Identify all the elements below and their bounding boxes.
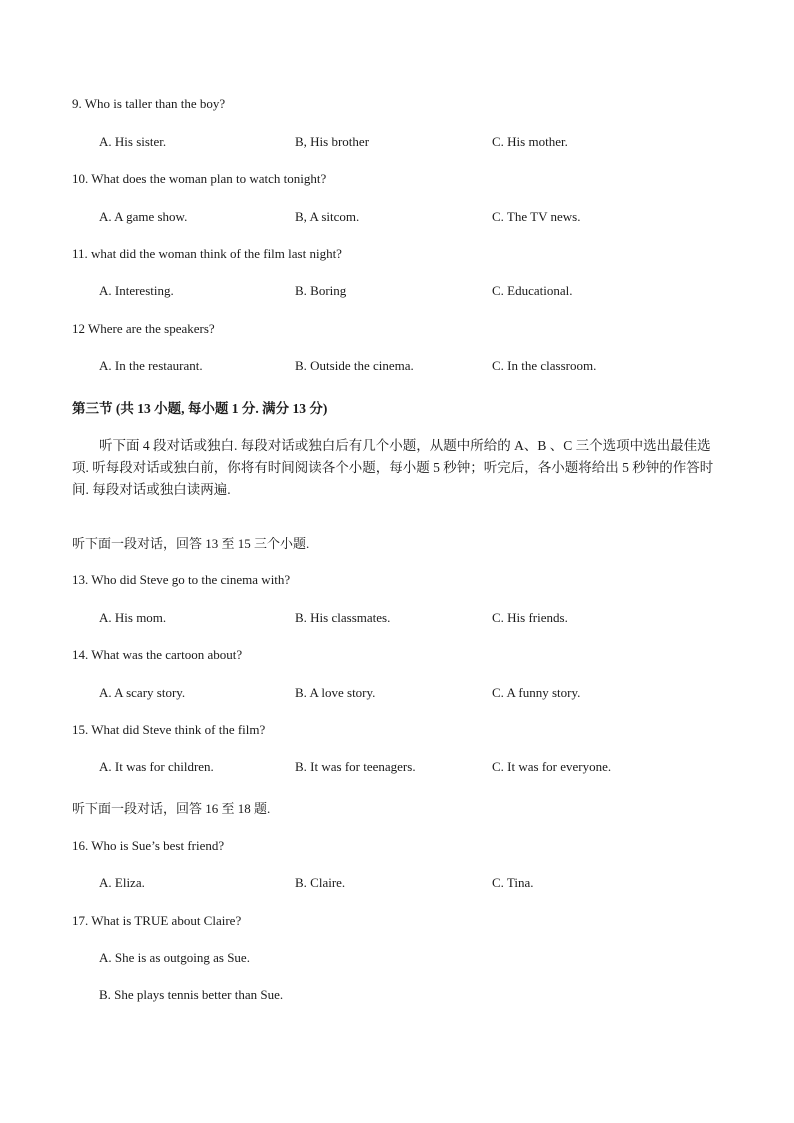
question-15-options (99, 759, 739, 777)
question-17-option-b: B. She plays tennis better than Sue. (99, 987, 284, 1002)
question-13-options (99, 610, 739, 628)
dialogue-2-instruction: 听下面一段对话，回答 16 至 18 题. (72, 801, 271, 816)
question-10-option-b: B, A sitcom. (295, 209, 360, 224)
question-12-options (99, 358, 739, 376)
question-14-options (99, 685, 739, 703)
question-9-option-c: C. His mother. (492, 134, 568, 149)
question-15-option-c: C. It was for everyone. (492, 759, 612, 774)
question-15-stem: 15. What did Steve think of the film? (72, 722, 266, 737)
question-12-option-a: A. In the restaurant. (99, 358, 203, 373)
question-14-stem: 14. What was the cartoon about? (72, 647, 243, 662)
question-13-stem: 13. Who did Steve go to the cinema with? (72, 572, 291, 587)
question-17-stem: 17. What is TRUE about Claire? (72, 913, 242, 928)
question-10-option-c: C. The TV news. (492, 209, 581, 224)
question-10-stem: 10. What does the woman plan to watch tonight? (72, 171, 327, 186)
question-16-option-c: C. Tina. (492, 875, 534, 890)
question-9-stem: 9. Who is taller than the boy? (72, 96, 226, 111)
question-13-option-c: C. His friends. (492, 610, 568, 625)
question-9-option-b: B, His brother (295, 134, 370, 149)
question-11-option-c: C. Educational. (492, 283, 573, 298)
question-16-options (99, 875, 739, 893)
question-17-option-a: A. She is as outgoing as Sue. (99, 950, 250, 965)
question-15-option-a: A. It was for children. (99, 759, 214, 774)
question-13-option-b: B. His classmates. (295, 610, 391, 625)
question-11-stem: 11. what did the woman think of the film last night? (72, 246, 342, 261)
question-13-option-a: A. His mom. (99, 610, 167, 625)
question-10-option-a: A. A game show. (99, 209, 188, 224)
question-12-option-c: C. In the classroom. (492, 358, 597, 373)
question-11-option-a: A. Interesting. (99, 283, 174, 298)
question-16-stem: 16. Who is Sue’s best friend? (72, 838, 225, 853)
question-11-option-b: B. Boring (295, 283, 347, 298)
section-3-instructions: 听下面 4 段对话或独白. 每段对话或独白后有几个小题，从题中所给的 A、B 、C 三个选项中选出最佳选项. 听每段对话或独白前，你将有时间阅读各个小题，每小题 5 秒钟；听完后，各小题将给出 5 秒钟的作答时间. 每段对话或独白读两遍. (72, 438, 714, 497)
section-3-title: 第三节 (共 13 小题, 每小题 1 分. 满分 13 分) (72, 401, 328, 416)
question-11-options (99, 283, 739, 301)
question-16-option-a: A. Eliza. (99, 875, 145, 890)
question-16-option-b: B. Claire. (295, 875, 346, 890)
question-15-option-b: B. It was for teenagers. (295, 759, 416, 774)
question-14-option-c: C. A funny story. (492, 685, 581, 700)
question-12-stem: 12 Where are the speakers? (72, 321, 215, 336)
question-14-option-a: A. A scary story. (99, 685, 186, 700)
question-9-option-a: A. His sister. (99, 134, 167, 149)
question-9-options (99, 134, 739, 152)
question-10-options (99, 209, 739, 227)
dialogue-1-instruction: 听下面一段对话，回答 13 至 15 三个小题. (72, 536, 310, 551)
question-14-option-b: B. A love story. (295, 685, 376, 700)
question-12-option-b: B. Outside the cinema. (295, 358, 414, 373)
